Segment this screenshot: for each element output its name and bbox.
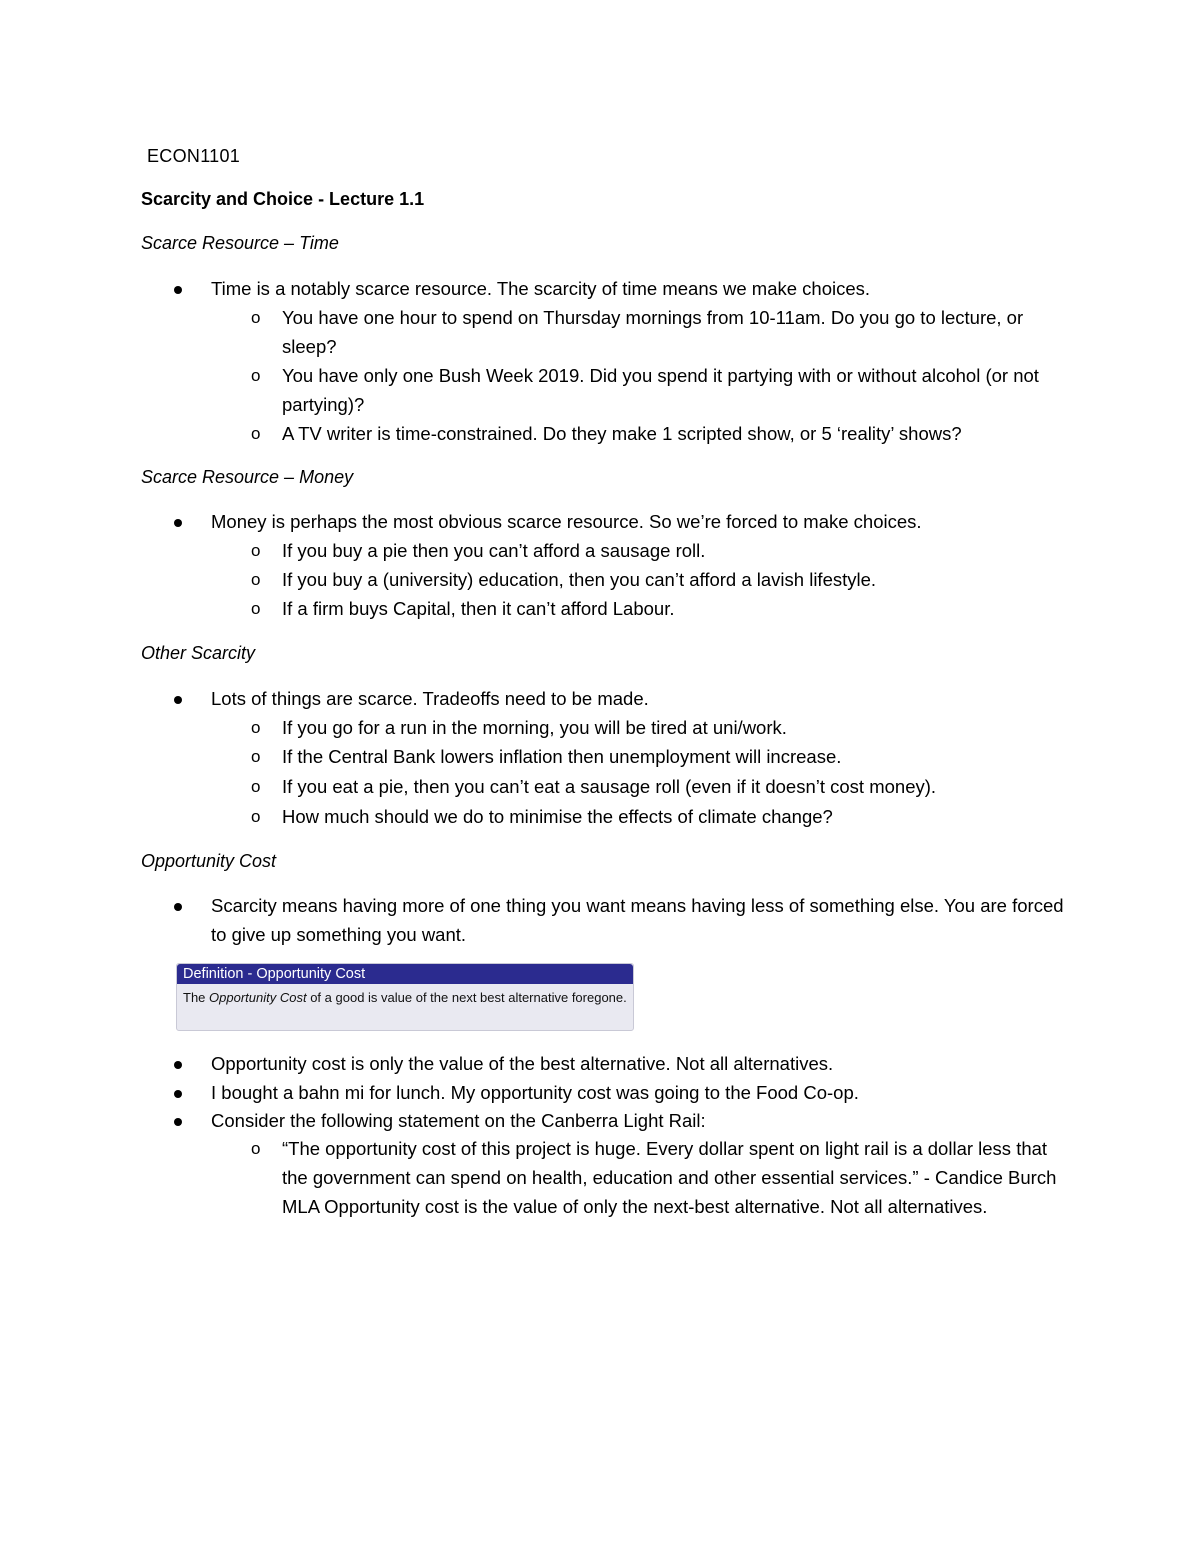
course-code: ECON1101 xyxy=(147,146,241,166)
sub-marker: o xyxy=(251,541,261,560)
bullet-dot xyxy=(174,1090,182,1098)
sub-marker: o xyxy=(251,747,261,766)
bullet-text: Opportunity cost is only the value of the best alternative. Not all alternatives. xyxy=(211,1053,834,1074)
sub-marker: o xyxy=(251,570,261,589)
sub-marker: o xyxy=(251,1139,261,1158)
sub-item-text: You have only one Bush Week 2019. Did you spend it partying with or without alcohol (or not partying)? xyxy=(282,365,1039,415)
sub-marker: o xyxy=(251,599,261,618)
sub-marker: o xyxy=(251,807,261,826)
bullet-text: Money is perhaps the most obvious scarce resource. So we’re forced to make choices. xyxy=(211,511,922,532)
sub-item-text: If a firm buys Capital, then it can’t afford Labour. xyxy=(282,598,675,619)
sub-item-text: If the Central Bank lowers inflation then unemployment will increase. xyxy=(282,746,842,767)
bullet-dot xyxy=(174,696,182,704)
sub-item-text: You have one hour to spend on Thursday mornings from 10-11am. Do you go to lecture, or sleep? xyxy=(282,307,1024,357)
sub-item-text: If you eat a pie, then you can’t eat a sausage roll (even if it doesn’t cost money). xyxy=(282,776,937,797)
quote-text: “The opportunity cost of this project is huge. Every dollar spent on light rail is a dollar less that the government can spend on health, education and other essential services.” - Candice Burch MLA Opportunity cost is the value of only the next-best alternative. Not all alternatives. xyxy=(282,1138,1057,1217)
sub-item-text: A TV writer is time-constrained. Do they make 1 scripted show, or 5 ‘reality’ shows? xyxy=(282,423,962,444)
bullet-dot xyxy=(174,903,182,911)
bullet-text: Consider the following statement on the Canberra Light Rail: xyxy=(211,1110,706,1131)
bullet-dot xyxy=(174,1061,182,1069)
definition-box xyxy=(176,963,634,1031)
definition-header: Definition - Opportunity Cost xyxy=(177,964,633,984)
bullet-text: Time is a notably scarce resource. The scarcity of time means we make choices. xyxy=(211,278,871,299)
definition-text: of a good is value of the next best alternative foregone. xyxy=(310,990,627,1005)
bullet-text: I bought a bahn mi for lunch. My opportunity cost was going to the Food Co-op. xyxy=(211,1082,859,1103)
bullet-dot xyxy=(174,286,182,294)
definition-body xyxy=(177,984,633,1009)
bullet-dot xyxy=(174,519,182,527)
bullet-text: Scarcity means having more of one thing you want means having less of something else. You are forced to give up something you want. xyxy=(211,895,1064,945)
sub-item-text: How much should we do to minimise the effects of climate change? xyxy=(282,806,833,827)
bullet-dot xyxy=(174,1118,182,1126)
definition-prefix: The xyxy=(183,990,206,1005)
section-heading-time: Scarce Resource – Time xyxy=(141,233,339,253)
sub-item-text: If you go for a run in the morning, you will be tired at uni/work. xyxy=(282,717,787,738)
sub-marker: o xyxy=(251,308,261,327)
definition-term: Opportunity Cost xyxy=(209,990,307,1005)
sub-marker: o xyxy=(251,777,261,796)
sub-marker: o xyxy=(251,718,261,737)
section-heading-other: Other Scarcity xyxy=(141,643,256,663)
section-heading-money: Scarce Resource – Money xyxy=(141,467,354,487)
sub-marker: o xyxy=(251,366,261,385)
section-heading-opportunity-cost: Opportunity Cost xyxy=(141,851,277,871)
sub-marker: o xyxy=(251,424,261,443)
sub-item-text: If you buy a pie then you can’t afford a sausage roll. xyxy=(282,540,706,561)
sub-item-text: If you buy a (university) education, then you can’t afford a lavish lifestyle. xyxy=(282,569,877,590)
bullet-text: Lots of things are scarce. Tradeoffs need to be made. xyxy=(211,688,649,709)
page-title: Scarcity and Choice - Lecture 1.1 xyxy=(141,189,425,209)
